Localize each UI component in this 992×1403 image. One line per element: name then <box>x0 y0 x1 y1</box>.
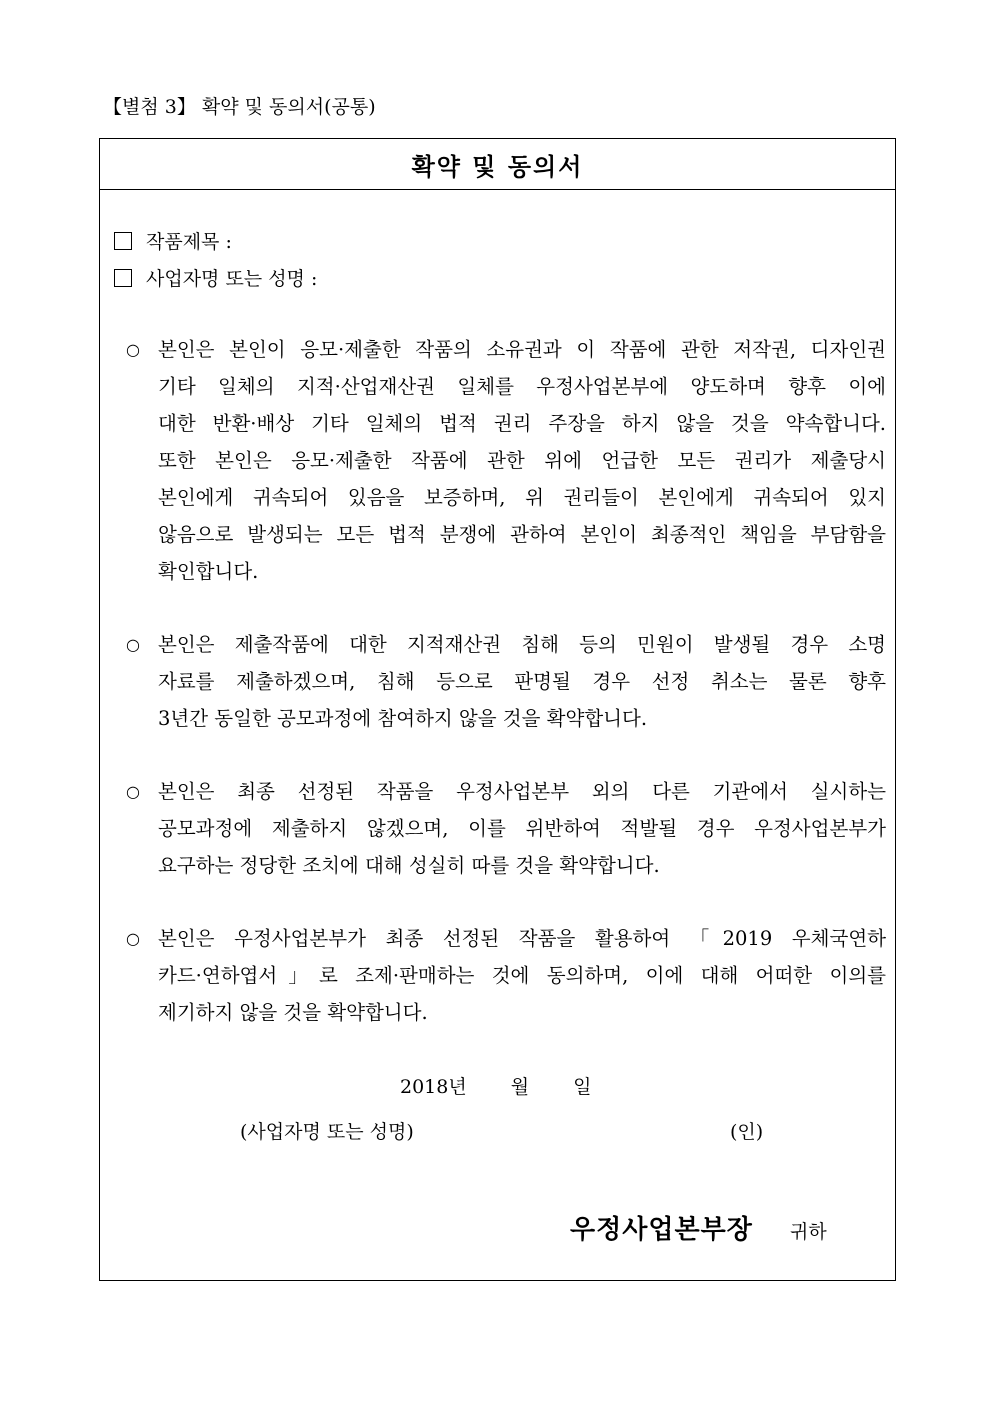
paragraph-line: 대한 반환·배상 기타 일체의 법적 권리 주장을 하지 않을 것을 약속합니다. <box>158 412 886 435</box>
paragraph-line: 본인에게 귀속되어 있음을 보증하며, 위 권리들이 본인에게 귀속되어 있지 <box>158 486 886 509</box>
form-title: 확약 및 동의서 <box>100 139 895 190</box>
paragraph-line: 본인은 최종 선정된 작품을 우정사업본부 외의 다른 기관에서 실시하는 <box>158 780 886 803</box>
attachment-label: 【별첨 3】 확약 및 동의서(공통) <box>103 96 376 118</box>
checkbox[interactable] <box>114 232 132 250</box>
paragraph-line: 본인은 제출작품에 대한 지적재산권 침해 등의 민원이 발생될 경우 소명 <box>158 633 886 656</box>
field-applicant-name <box>114 264 317 291</box>
bullet-icon: ○ <box>126 929 140 948</box>
field-work-title <box>114 227 232 254</box>
consent-form <box>99 138 896 1281</box>
agreement-paragraph <box>126 920 886 1031</box>
agreement-paragraph <box>126 331 886 590</box>
addressee: 우정사업본부장 <box>570 1215 753 1245</box>
bullet-icon: ○ <box>126 782 140 801</box>
paragraph-line: 자료를 제출하겠으며, 침해 등으로 판명될 경우 선정 취소는 물론 향후 <box>158 670 886 693</box>
honorific: 귀하 <box>790 1221 827 1243</box>
field-label: 사업자명 또는 성명 : <box>146 268 318 290</box>
paragraph-line: 3년간 동일한 공모과정에 참여하지 않을 것을 확약합니다. <box>158 707 648 730</box>
bullet-icon: ○ <box>126 635 140 654</box>
agreement-paragraph <box>126 626 886 737</box>
paragraph-line: 또한 본인은 응모·제출한 작품에 관한 위에 언급한 모든 권리가 제출당시 <box>158 449 886 472</box>
paragraph-line: 본인은 우정사업본부가 최종 선정된 작품을 활용하여 「2019 우체국연하 <box>158 927 886 950</box>
paragraph-line: 기타 일체의 지적·산업재산권 일체를 우정사업본부에 양도하며 향후 이에 <box>158 375 886 398</box>
paragraph-line: 카드·연하엽서」로 조제·판매하는 것에 동의하며, 이에 대해 어떠한 이의를 <box>158 964 886 987</box>
paragraph-line: 공모과정에 제출하지 않겠으며, 이를 위반하여 적발될 경우 우정사업본부가 <box>158 817 886 840</box>
checkbox[interactable] <box>114 269 132 287</box>
field-label: 작품제목 : <box>146 231 232 253</box>
agreement-paragraph <box>126 773 886 884</box>
signature-label: (사업자명 또는 성명) <box>240 1121 414 1143</box>
bullet-icon: ○ <box>126 340 140 359</box>
date-line: 2018년 월 일 <box>400 1076 592 1098</box>
paragraph-line: 확인합니다. <box>158 560 259 583</box>
paragraph-line: 않음으로 발생되는 모든 법적 분쟁에 관하여 본인이 최종적인 책임을 부담함을 <box>158 523 886 546</box>
paragraph-line: 제기하지 않을 것을 확약합니다. <box>158 1001 428 1024</box>
paragraph-line: 본인은 본인이 응모·제출한 작품의 소유권과 이 작품에 관한 저작권, 디자인권 <box>158 338 886 361</box>
seal-label: (인) <box>730 1121 764 1143</box>
paragraph-line: 요구하는 정당한 조치에 대해 성실히 따를 것을 확약합니다. <box>158 854 660 877</box>
